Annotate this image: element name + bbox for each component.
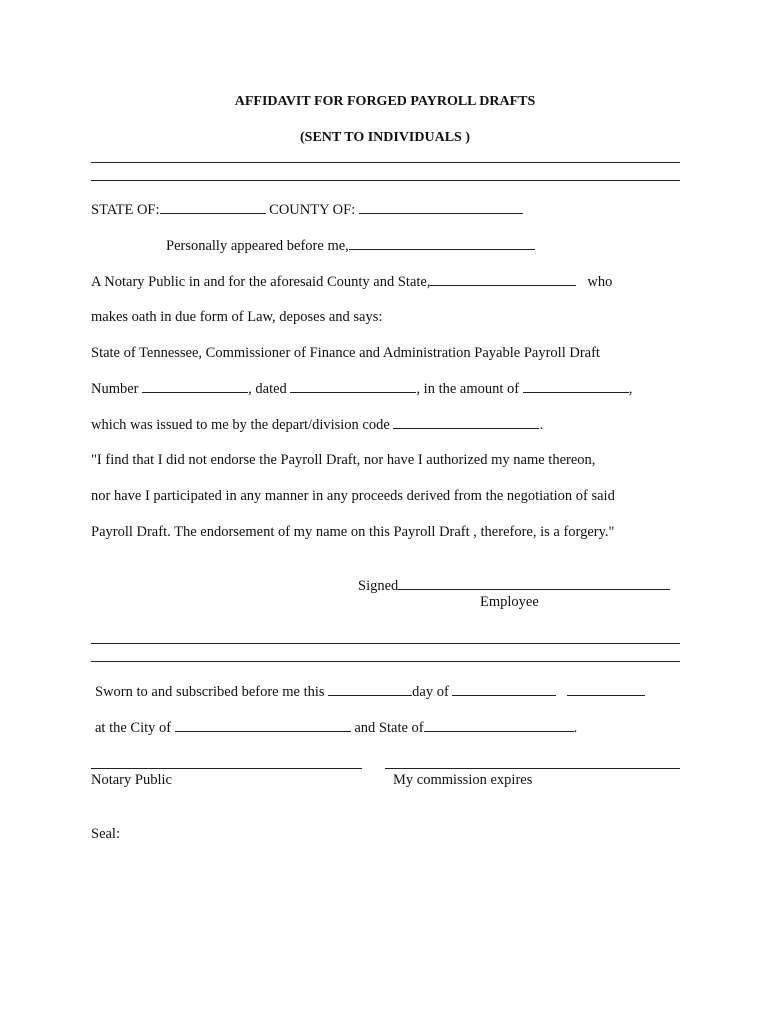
issued-end: .: [539, 417, 544, 433]
affiant-name-field[interactable]: [349, 237, 535, 250]
divider-rule-2: [91, 661, 680, 662]
draft-number-field[interactable]: [142, 380, 248, 393]
header-rule-1: [91, 162, 680, 163]
number-label: Number: [91, 381, 139, 397]
number-line: [91, 380, 632, 398]
statement-line-3: Payroll Draft. The endorsement of my name on this Payroll Draft , therefore, is a forgery.": [91, 524, 615, 540]
city-end: .: [573, 720, 578, 736]
date-field[interactable]: [290, 380, 416, 393]
city-state-line: [95, 719, 577, 737]
notary-name-field[interactable]: [430, 273, 576, 286]
draft-line: State of Tennessee, Commissioner of Finance and Administration Payable Payroll Draft: [91, 345, 600, 361]
notary-public-label: Notary Public: [91, 772, 172, 788]
state-county-line: [91, 201, 523, 219]
notary-line: [91, 273, 612, 291]
county-label: COUNTY OF:: [269, 202, 356, 218]
issued-line: [91, 416, 543, 434]
document-title: AFFIDAVIT FOR FORGED PAYROLL DRAFTS: [234, 94, 536, 109]
appeared-line: [166, 237, 535, 255]
oath-text: makes oath in due form of Law, deposes and says:: [91, 309, 383, 325]
state-of-field[interactable]: [424, 719, 574, 732]
city-field[interactable]: [175, 719, 351, 732]
commission-expires-label: My commission expires: [393, 772, 533, 788]
amount-label: , in the amount of: [416, 381, 520, 397]
seal-label: Seal:: [91, 826, 120, 842]
document-subtitle: (SENT TO INDIVIDUALS ): [300, 130, 470, 145]
who-text: who: [587, 274, 613, 290]
month-field[interactable]: [452, 683, 556, 696]
year-field[interactable]: [567, 683, 645, 696]
statement-line-1: "I find that I did not endorse the Payroll Draft, nor have I authorized my name thereon,: [91, 452, 596, 468]
dated-label: , dated: [248, 381, 287, 397]
statement-line-2: nor have I participated in any manner in any proceeds derived from the negotiation of said: [91, 488, 615, 504]
notary-text: A Notary Public in and for the aforesaid County and State,: [91, 274, 431, 290]
sworn-text: Sworn to and subscribed before me this: [95, 684, 325, 700]
signed-label: Signed: [358, 578, 399, 594]
issued-text: which was issued to me by the depart/division code: [91, 417, 390, 433]
county-field[interactable]: [359, 201, 523, 214]
city-label: at the City of: [95, 720, 172, 736]
commission-expires-line[interactable]: [385, 768, 680, 769]
day-of-label: day of: [412, 684, 449, 700]
division-code-field[interactable]: [393, 416, 539, 429]
amount-field[interactable]: [523, 380, 629, 393]
appeared-text: Personally appeared before me,: [166, 238, 349, 254]
day-field[interactable]: [328, 683, 412, 696]
signed-line: [358, 577, 670, 595]
state-label: STATE OF:: [91, 202, 160, 218]
employee-label: Employee: [480, 594, 539, 610]
amount-end: ,: [628, 381, 633, 397]
signature-field[interactable]: [398, 577, 670, 590]
header-rule-2: [91, 180, 680, 181]
notary-signature-line[interactable]: [91, 768, 362, 769]
divider-rule-1: [91, 643, 680, 644]
sworn-line: [95, 683, 645, 701]
state-field[interactable]: [160, 201, 266, 214]
and-state-label: and State of: [354, 720, 424, 736]
